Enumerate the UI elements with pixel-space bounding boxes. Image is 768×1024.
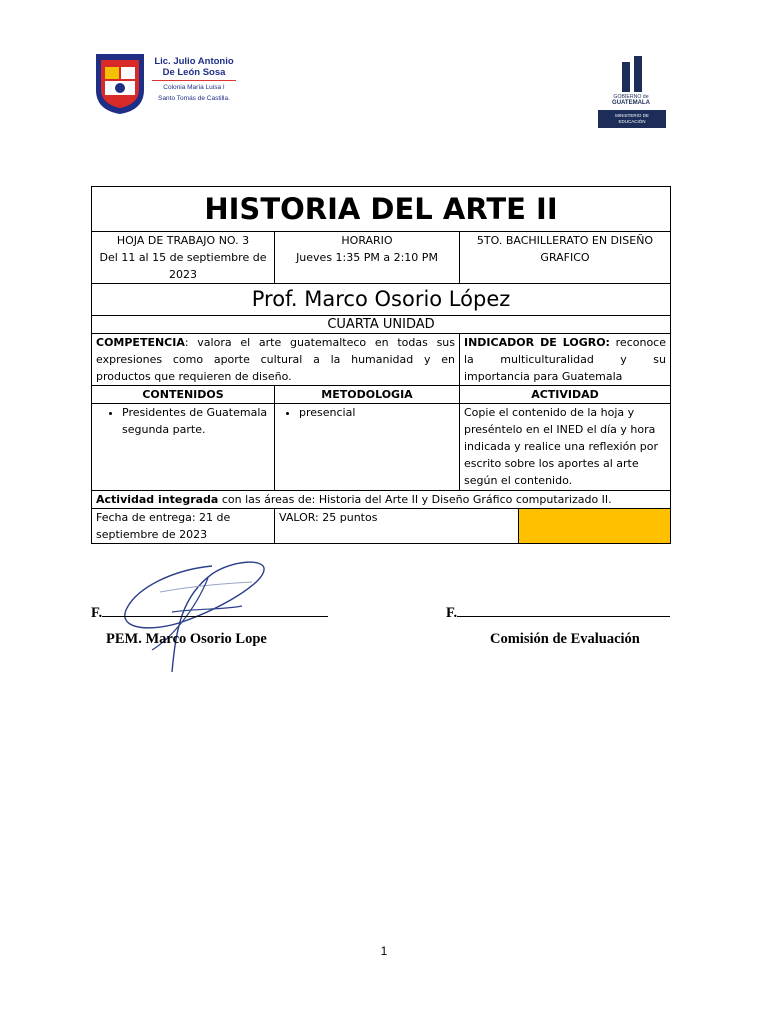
ministry-line2: EDUCACIÓN (618, 119, 646, 124)
contenidos-cell (92, 404, 275, 491)
actividad-text: Copie el contenido de la hoja y preséntelo en el INED el día y hora indicada y realice una reflexión por escrito sobre los aportes al arte según el contenido. (460, 404, 671, 491)
signature-line-right (446, 604, 670, 622)
integrada-text: con las áreas de: Historia del Arte II y Diseño Gráfico computarizado II. (218, 493, 612, 506)
grade-cell: 5TO. BACHILLERATO EN DISEÑO GRAFICO (460, 232, 671, 284)
ministry-line1: MINISTERIO DE (615, 113, 649, 118)
col-header-actividad: ACTIVIDAD (460, 386, 671, 404)
unit-label: CUARTA UNIDAD (92, 316, 671, 334)
metodologia-item: • presencial (299, 404, 455, 421)
schedule-value: Jueves 1:35 PM a 2:10 PM (296, 251, 438, 264)
signature-name-left: PEM. Marco Osorio Lope (106, 631, 267, 647)
signature-f-right: F. (446, 605, 458, 621)
grade-value: VALOR: 25 puntos (275, 509, 519, 544)
signature-underline-left (102, 604, 328, 617)
page-title: HISTORIA DEL ARTE II (92, 187, 671, 232)
metodologia-cell (275, 404, 460, 491)
school-name-line2: De León Sosa (162, 67, 226, 78)
indicador-cell (460, 334, 671, 386)
ministry-badge (598, 110, 666, 128)
date-range: Del 11 al 15 de septiembre de 2023 (99, 251, 267, 281)
due-date: Fecha de entrega: 21 de septiembre de 2023 (92, 509, 275, 544)
school-logo (92, 50, 242, 116)
school-address-line2: Santo Tomás de Castilla. (158, 95, 230, 102)
worksheet-table (91, 186, 671, 544)
col-header-metodologia: METODOLOGIA (275, 386, 460, 404)
competencia-label: COMPETENCIA (96, 336, 185, 349)
competencia-text: : valora el arte guatemalteco en todas sus expresiones como aporte cultural a la humanidad y en productos que requieren de diseño. (96, 336, 455, 383)
government-logo (598, 56, 666, 130)
signature-underline-right (457, 604, 670, 617)
signature-name-right: Comisión de Evaluación (490, 631, 640, 647)
competencia-cell (92, 334, 460, 386)
integrated-activity (92, 491, 671, 509)
logo-divider (152, 80, 236, 81)
school-seal-icon (92, 50, 148, 116)
gov-logo-big-text: GUATEMALA (612, 100, 650, 106)
indicador-label: INDICADOR DE LOGRO: (464, 336, 610, 349)
highlight-cell (519, 509, 671, 544)
page-number: 1 (380, 944, 388, 958)
col-header-contenidos: CONTENIDOS (92, 386, 275, 404)
schedule-label: HORARIO (341, 234, 393, 247)
sheet-number: HOJA DE TRABAJO NO. 3 (116, 234, 250, 247)
signature-line-left (91, 604, 328, 622)
school-name-line1: Lic. Julio Antonio (154, 56, 234, 67)
contenidos-item: • Presidentes de Guatemala segunda parte. (122, 404, 270, 438)
signature-f-left: F. (91, 605, 103, 621)
indicador-text: reconoce la multiculturalidad y su importancia para Guatemala (464, 336, 666, 383)
guatemala-pillars-icon (620, 56, 644, 92)
integrada-label: Actividad integrada (96, 493, 219, 506)
gov-logo-small-text: GOBIERNO de (613, 94, 649, 100)
school-address-line1: Colonia María Luisa I (163, 84, 225, 91)
schedule-cell (275, 232, 460, 284)
teacher-name: Prof. Marco Osorio López (92, 284, 671, 316)
sheet-info-cell (92, 232, 275, 284)
